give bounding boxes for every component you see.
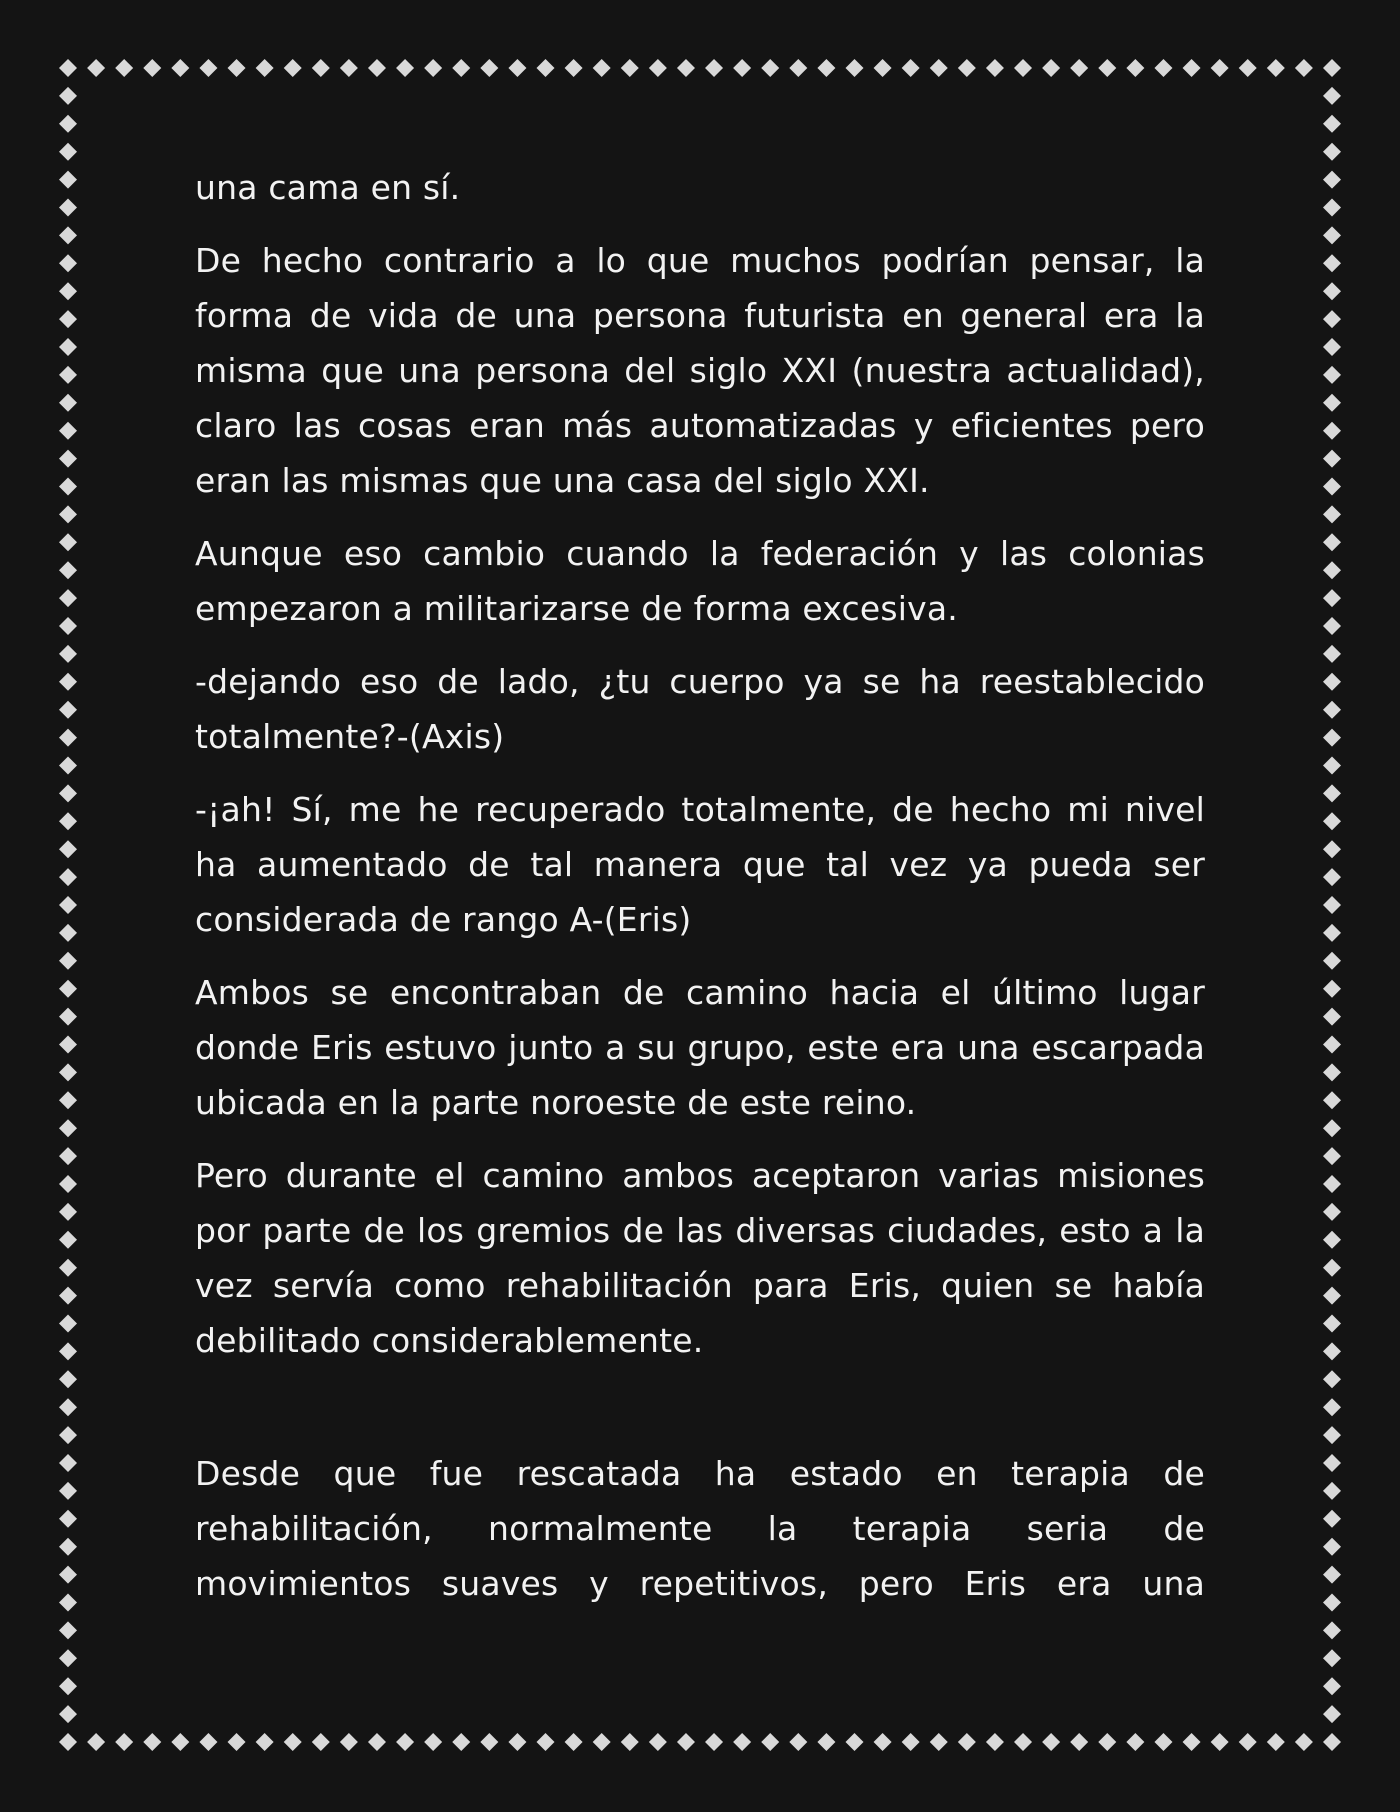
diamond-icon xyxy=(789,1733,807,1751)
diamond-icon xyxy=(59,1677,77,1695)
diamond-icon xyxy=(59,394,77,412)
diamond-icon xyxy=(1323,840,1341,858)
diamond-icon xyxy=(986,1733,1004,1751)
diamond-icon xyxy=(986,59,1004,77)
diamond-icon xyxy=(930,1733,948,1751)
diamond-icon xyxy=(59,1008,77,1026)
diamond-icon xyxy=(1295,59,1313,77)
diamond-icon xyxy=(199,1733,217,1751)
diamond-icon xyxy=(480,59,498,77)
diamond-icon xyxy=(958,59,976,77)
diamond-icon xyxy=(677,1733,695,1751)
diamond-icon xyxy=(1323,254,1341,272)
diamond-icon xyxy=(59,1342,77,1360)
diamond-icon xyxy=(59,1091,77,1109)
diamond-icon xyxy=(59,1426,77,1444)
diamond-icon xyxy=(1323,1426,1341,1444)
diamond-icon xyxy=(256,59,274,77)
diamond-icon xyxy=(1042,1733,1060,1751)
diamond-icon xyxy=(452,1733,470,1751)
diamond-icon xyxy=(733,59,751,77)
diamond-icon xyxy=(1070,1733,1088,1751)
diamond-icon xyxy=(1323,450,1341,468)
diamond-icon xyxy=(508,1733,526,1751)
diamond-icon xyxy=(312,59,330,77)
diamond-icon xyxy=(1323,589,1341,607)
diamond-icon xyxy=(593,59,611,77)
diamond-icon xyxy=(1323,1119,1341,1137)
diamond-icon xyxy=(930,59,948,77)
diamond-icon xyxy=(1323,1705,1341,1723)
diamond-icon xyxy=(1014,1733,1032,1751)
document-body xyxy=(195,160,1205,1629)
diamond-icon xyxy=(1183,1733,1201,1751)
diamond-icon xyxy=(59,1036,77,1054)
diamond-icon xyxy=(59,1370,77,1388)
paragraph-6: Ambos se encontraban de camino hacia el último lugar donde Eris estuvo junto a su grupo, este era una escarpada ubicada en la parte noroeste de este reino. xyxy=(195,973,1205,1122)
diamond-icon xyxy=(1126,1733,1144,1751)
diamond-icon xyxy=(817,59,835,77)
diamond-icon xyxy=(1323,924,1341,942)
diamond-icon xyxy=(59,199,77,217)
diamond-icon xyxy=(171,1733,189,1751)
diamond-icon xyxy=(1323,1315,1341,1333)
diamond-icon xyxy=(59,561,77,579)
diamond-icon xyxy=(1323,1036,1341,1054)
diamond-icon xyxy=(958,1733,976,1751)
diamond-icon xyxy=(1183,59,1201,77)
diamond-icon xyxy=(59,1231,77,1249)
diamond-icon xyxy=(368,59,386,77)
diamond-icon xyxy=(59,1621,77,1639)
diamond-icon xyxy=(59,617,77,635)
diamond-icon xyxy=(59,1175,77,1193)
diamond-icon xyxy=(1239,1733,1257,1751)
diamond-icon xyxy=(59,533,77,551)
diamond-icon xyxy=(1323,1398,1341,1416)
diamond-icon xyxy=(59,701,77,719)
diamond-icon xyxy=(59,757,77,775)
paragraph-3: Aunque eso cambio cuando la federación y las colonias empezaron a militarizarse de forma excesiva. xyxy=(195,534,1205,628)
diamond-icon xyxy=(1323,1008,1341,1026)
paragraph-1: una cama en sí. xyxy=(195,168,461,207)
diamond-icon xyxy=(59,366,77,384)
diamond-icon xyxy=(1323,757,1341,775)
diamond-icon xyxy=(59,1538,77,1556)
diamond-icon xyxy=(59,589,77,607)
diamond-icon xyxy=(1323,1342,1341,1360)
diamond-icon xyxy=(649,59,667,77)
diamond-icon xyxy=(1323,1621,1341,1639)
diamond-icon xyxy=(59,840,77,858)
diamond-icon xyxy=(1098,1733,1116,1751)
diamond-icon xyxy=(1042,59,1060,77)
diamond-icon xyxy=(593,1733,611,1751)
diamond-icon xyxy=(59,1287,77,1305)
diamond-icon xyxy=(1323,505,1341,523)
diamond-icon xyxy=(621,59,639,77)
diamond-icon xyxy=(59,1594,77,1612)
diamond-icon xyxy=(424,1733,442,1751)
diamond-icon xyxy=(1323,1510,1341,1528)
diamond-icon xyxy=(59,171,77,189)
diamond-icon xyxy=(115,59,133,77)
diamond-icon xyxy=(1014,59,1032,77)
diamond-icon xyxy=(1323,729,1341,747)
diamond-icon xyxy=(284,1733,302,1751)
diamond-icon xyxy=(1323,1203,1341,1221)
diamond-icon xyxy=(59,896,77,914)
diamond-icon xyxy=(59,310,77,328)
diamond-icon xyxy=(59,143,77,161)
diamond-icon xyxy=(1323,561,1341,579)
diamond-icon xyxy=(1323,1482,1341,1500)
diamond-icon xyxy=(1323,1538,1341,1556)
diamond-icon xyxy=(1323,143,1341,161)
diamond-icon xyxy=(59,645,77,663)
paragraph-7: Pero durante el camino ambos aceptaron varias misiones por parte de los gremios de las diversas ciudades, esto a la vez servía como rehabilitación para Eris, quien se había debilitado considerablemente. xyxy=(195,1156,1205,1360)
diamond-icon xyxy=(59,673,77,691)
diamond-icon xyxy=(1323,282,1341,300)
diamond-icon xyxy=(874,1733,892,1751)
diamond-icon xyxy=(59,812,77,830)
diamond-icon xyxy=(1323,1677,1341,1695)
diamond-icon xyxy=(59,1119,77,1137)
diamond-icon xyxy=(649,1733,667,1751)
diamond-icon xyxy=(368,1733,386,1751)
diamond-icon xyxy=(87,1733,105,1751)
diamond-icon xyxy=(59,952,77,970)
diamond-icon xyxy=(1323,199,1341,217)
diamond-icon xyxy=(733,1733,751,1751)
diamond-icon xyxy=(59,1705,77,1723)
diamond-icon xyxy=(1323,1063,1341,1081)
diamond-icon xyxy=(845,59,863,77)
diamond-icon xyxy=(1070,59,1088,77)
diamond-icon xyxy=(537,59,555,77)
diamond-icon xyxy=(1323,645,1341,663)
diamond-icon xyxy=(59,1649,77,1667)
diamond-icon xyxy=(1239,59,1257,77)
diamond-icon xyxy=(199,59,217,77)
diamond-icon xyxy=(59,338,77,356)
diamond-icon xyxy=(312,1733,330,1751)
diamond-icon xyxy=(59,1147,77,1165)
diamond-icon xyxy=(705,1733,723,1751)
diamond-icon xyxy=(1323,1091,1341,1109)
diamond-icon xyxy=(59,1063,77,1081)
diamond-icon xyxy=(59,924,77,942)
diamond-icon xyxy=(171,59,189,77)
diamond-icon xyxy=(59,1259,77,1277)
diamond-icon xyxy=(1267,1733,1285,1751)
diamond-icon xyxy=(705,59,723,77)
diamond-icon xyxy=(59,729,77,747)
diamond-icon xyxy=(115,1733,133,1751)
diamond-icon xyxy=(1323,1259,1341,1277)
diamond-icon xyxy=(143,1733,161,1751)
diamond-icon xyxy=(59,1733,77,1751)
diamond-icon xyxy=(1323,59,1341,77)
diamond-icon xyxy=(59,1510,77,1528)
diamond-icon xyxy=(761,59,779,77)
diamond-icon xyxy=(1323,896,1341,914)
diamond-icon xyxy=(1323,366,1341,384)
diamond-icon xyxy=(1211,59,1229,77)
diamond-icon xyxy=(537,1733,555,1751)
diamond-icon xyxy=(1323,868,1341,886)
diamond-icon xyxy=(1323,1566,1341,1584)
diamond-icon xyxy=(59,980,77,998)
diamond-icon xyxy=(59,1566,77,1584)
diamond-icon xyxy=(396,59,414,77)
diamond-icon xyxy=(284,59,302,77)
diamond-icon xyxy=(1323,533,1341,551)
paragraph-4: -dejando eso de lado, ¿tu cuerpo ya se ha reestablecido totalmente?-(Axis) xyxy=(195,662,1205,756)
diamond-icon xyxy=(1323,1594,1341,1612)
paragraph-2: De hecho contrario a lo que muchos podrían pensar, la forma de vida de una persona futurista en general era la misma que una persona del siglo XXI (nuestra actualidad), claro las cosas eran más automatizadas y eficientes pero eran las mismas que una casa del siglo XXI. xyxy=(195,241,1205,500)
diamond-icon xyxy=(817,1733,835,1751)
diamond-icon xyxy=(677,59,695,77)
diamond-icon xyxy=(1323,226,1341,244)
paragraph-spacer xyxy=(195,1386,1205,1446)
diamond-icon xyxy=(59,1203,77,1221)
paragraph-5: -¡ah! Sí, me he recuperado totalmente, de hecho mi nivel ha aumentado de tal manera que tal vez ya pueda ser considerada de rango A-(Eris) xyxy=(195,790,1205,939)
diamond-icon xyxy=(1323,980,1341,998)
diamond-icon xyxy=(789,59,807,77)
diamond-icon xyxy=(1323,1287,1341,1305)
diamond-icon xyxy=(1154,1733,1172,1751)
diamond-icon xyxy=(143,59,161,77)
diamond-icon xyxy=(59,1454,77,1472)
diamond-icon xyxy=(1323,1454,1341,1472)
diamond-icon xyxy=(59,226,77,244)
diamond-icon xyxy=(1323,617,1341,635)
diamond-icon xyxy=(874,59,892,77)
diamond-icon xyxy=(1323,673,1341,691)
diamond-icon xyxy=(761,1733,779,1751)
diamond-icon xyxy=(1323,1231,1341,1249)
diamond-icon xyxy=(59,282,77,300)
diamond-icon xyxy=(1323,1147,1341,1165)
diamond-icon xyxy=(1323,784,1341,802)
diamond-icon xyxy=(59,1398,77,1416)
diamond-icon xyxy=(59,1482,77,1500)
diamond-icon xyxy=(1323,171,1341,189)
diamond-icon xyxy=(1154,59,1172,77)
diamond-icon xyxy=(1126,59,1144,77)
diamond-icon xyxy=(59,784,77,802)
diamond-icon xyxy=(1323,812,1341,830)
diamond-icon xyxy=(59,868,77,886)
diamond-icon xyxy=(59,87,77,105)
diamond-icon xyxy=(59,478,77,496)
diamond-icon xyxy=(1267,59,1285,77)
diamond-icon xyxy=(1323,310,1341,328)
diamond-icon xyxy=(340,1733,358,1751)
diamond-icon xyxy=(902,59,920,77)
diamond-icon xyxy=(59,450,77,468)
diamond-icon xyxy=(1323,87,1341,105)
diamond-icon xyxy=(396,1733,414,1751)
diamond-icon xyxy=(845,1733,863,1751)
diamond-icon xyxy=(1098,59,1116,77)
diamond-icon xyxy=(1323,701,1341,719)
diamond-icon xyxy=(424,59,442,77)
diamond-icon xyxy=(902,1733,920,1751)
diamond-icon xyxy=(59,254,77,272)
diamond-icon xyxy=(87,59,105,77)
diamond-icon xyxy=(256,1733,274,1751)
diamond-icon xyxy=(565,59,583,77)
diamond-icon xyxy=(59,115,77,133)
diamond-icon xyxy=(1323,422,1341,440)
diamond-icon xyxy=(1295,1733,1313,1751)
diamond-icon xyxy=(1323,952,1341,970)
diamond-icon xyxy=(621,1733,639,1751)
diamond-icon xyxy=(1323,1175,1341,1193)
diamond-icon xyxy=(1323,338,1341,356)
diamond-icon xyxy=(565,1733,583,1751)
diamond-icon xyxy=(59,1315,77,1333)
diamond-icon xyxy=(1323,394,1341,412)
diamond-icon xyxy=(1323,478,1341,496)
diamond-icon xyxy=(59,422,77,440)
diamond-icon xyxy=(340,59,358,77)
diamond-icon xyxy=(1323,115,1341,133)
diamond-icon xyxy=(1211,1733,1229,1751)
diamond-icon xyxy=(59,59,77,77)
diamond-icon xyxy=(59,505,77,523)
paragraph-8: Desde que fue rescatada ha estado en terapia de rehabilitación, normalmente la terapia seria de movimientos suaves y repetitivos, pero Eris era una xyxy=(195,1454,1205,1603)
diamond-icon xyxy=(1323,1370,1341,1388)
diamond-icon xyxy=(480,1733,498,1751)
diamond-icon xyxy=(508,59,526,77)
diamond-icon xyxy=(1323,1733,1341,1751)
diamond-icon xyxy=(228,59,246,77)
diamond-icon xyxy=(1323,1649,1341,1667)
diamond-icon xyxy=(228,1733,246,1751)
diamond-icon xyxy=(452,59,470,77)
